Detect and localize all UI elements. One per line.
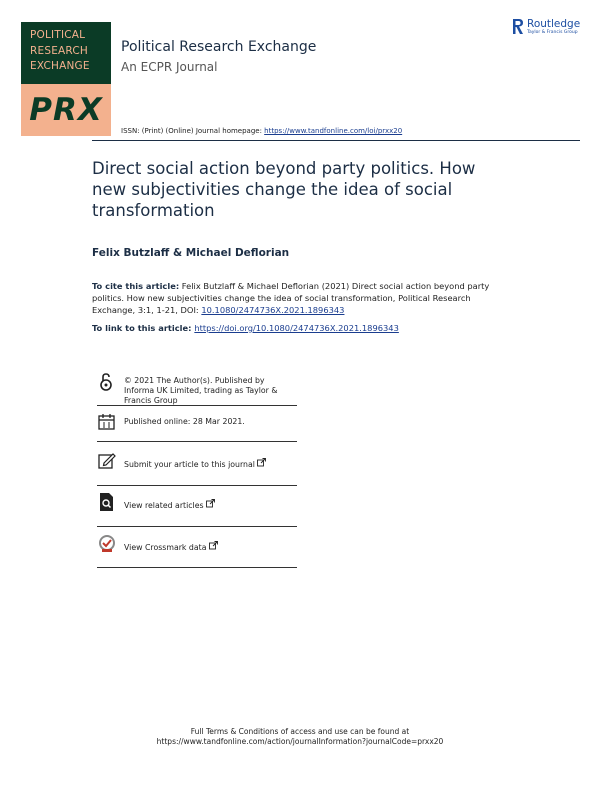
- crossmark-label: View Crossmark data: [124, 543, 207, 552]
- publisher-logo: [512, 18, 592, 38]
- header-divider: [92, 140, 580, 141]
- info-divider: [97, 441, 297, 442]
- related-articles-link[interactable]: [124, 499, 215, 511]
- issn-prefix: ISSN: (Print) (Online) Journal homepage:: [121, 127, 265, 135]
- info-divider: [97, 405, 297, 406]
- article-link-label: To link to this article:: [92, 323, 195, 333]
- external-link-icon: [257, 458, 266, 467]
- logo-line-3: EXCHANGE: [30, 60, 90, 72]
- external-link-icon: [209, 541, 218, 550]
- calendar-icon: [97, 412, 117, 432]
- article-title: Direct social action beyond party politics. How new subjectivities change the idea of social transformation: [92, 159, 476, 220]
- publisher-name: Routledge: [527, 18, 581, 30]
- submit-article-label: Submit your article to this journal: [124, 460, 255, 469]
- crossmark-icon: [97, 534, 117, 554]
- published-date: Published online: 28 Mar 2021.: [124, 417, 245, 426]
- journal-logo: [21, 22, 111, 136]
- citation-block: [92, 280, 507, 316]
- info-divider: [97, 567, 297, 568]
- info-divider: [97, 526, 297, 527]
- external-link-icon: [206, 499, 215, 508]
- crossmark-link[interactable]: [124, 541, 218, 553]
- open-access-text: © 2021 The Author(s). Published by Informa UK Limited, trading as Taylor & Francis Group: [124, 376, 278, 405]
- open-access-icon: [97, 372, 117, 392]
- journal-title: Political Research Exchange: [121, 39, 317, 55]
- publisher-tagline: Taylor & Francis Group: [527, 30, 578, 35]
- journal-subtitle: An ECPR Journal: [121, 60, 218, 74]
- citation-text: Felix Butzlaff & Michael Deflorian (2021) Direct social action beyond party politics. How new subjectivities change the idea of social transformation, Political Research Exchange, 3:1, 1-21, DOI:: [92, 281, 490, 315]
- logo-abbr: PRX: [29, 92, 103, 128]
- logo-line-1: POLITICAL: [30, 29, 86, 41]
- journal-homepage-link[interactable]: https://www.tandfonline.com/loi/prxx20: [264, 127, 403, 135]
- info-divider: [97, 485, 297, 486]
- edit-icon: [97, 451, 117, 471]
- logo-wordmark: [21, 22, 111, 84]
- submit-article-link[interactable]: [124, 458, 266, 470]
- routledge-icon: [512, 18, 524, 35]
- logo-line-2: RESEARCH: [30, 44, 89, 57]
- article-authors: Felix Butzlaff & Michael Deflorian: [92, 247, 290, 259]
- footer-terms: Full Terms & Conditions of access and use can be found at: [190, 727, 410, 736]
- footer: [0, 727, 600, 747]
- citation-label: To cite this article:: [92, 281, 180, 291]
- issn-line: [121, 127, 402, 135]
- article-doi-url[interactable]: https://doi.org/10.1080/2474736X.2021.1896343: [194, 323, 399, 333]
- related-articles-label: View related articles: [124, 501, 204, 510]
- footer-terms-url[interactable]: https://www.tandfonline.com/action/journalInformation?journalCode=prxx20: [156, 737, 444, 746]
- doi-link[interactable]: 10.1080/2474736X.2021.1896343: [201, 305, 345, 315]
- document-search-icon: [97, 492, 117, 512]
- logo-abbr-block: [21, 84, 111, 136]
- article-link-line: [92, 323, 399, 333]
